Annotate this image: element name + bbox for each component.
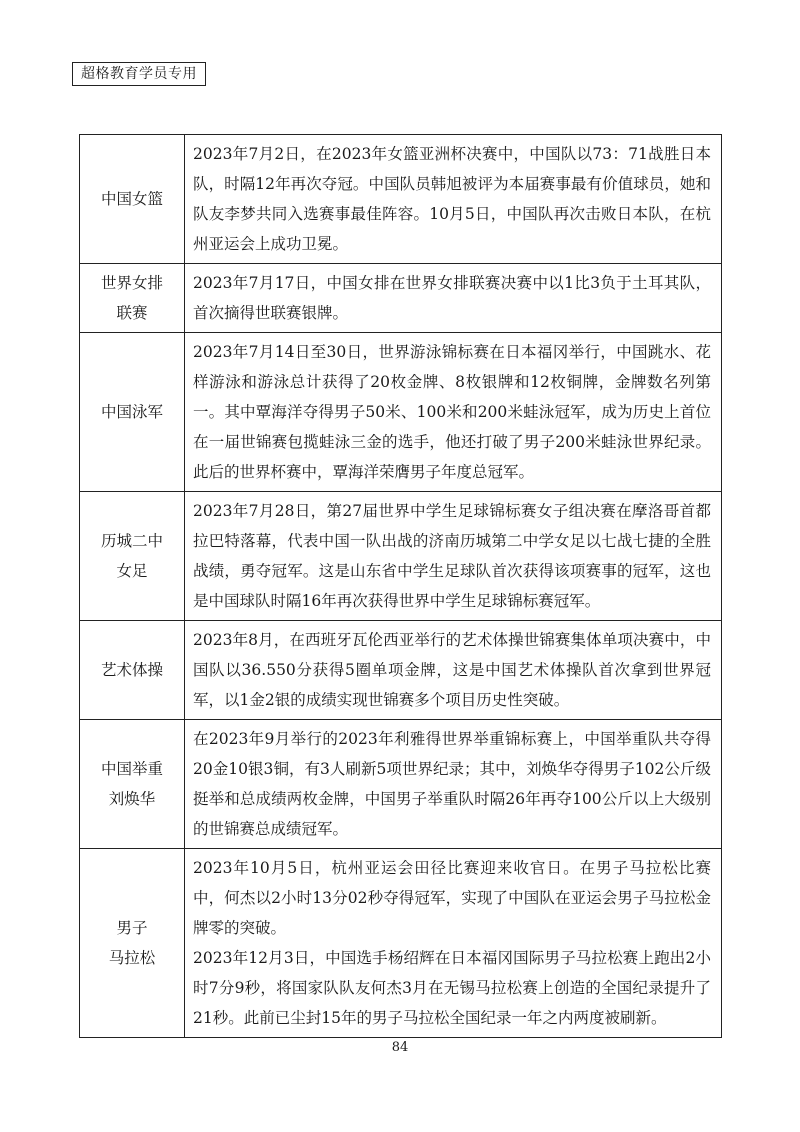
category-label: 马拉松	[108, 949, 156, 967]
category-label: 女足	[116, 562, 148, 580]
description-paragraph: 2023年7月28日，第27届世界中学生足球锦标赛女子组决赛在摩洛哥首都拉巴特落幕，代表中国一队出战的济南历城第二中学女足以七战七捷的全胜战绩，勇夺冠军。这是山东省中学生足球队首次获得该项赛事的冠军，这也是中国球队时隔16年再次获得世界中学生足球锦标赛冠军。	[193, 502, 711, 610]
category-label: 中国举重	[100, 760, 163, 778]
table-row	[80, 333, 722, 492]
table-row	[80, 720, 722, 849]
category-cell	[80, 264, 185, 333]
sports-achievements-table	[79, 134, 722, 1038]
category-label: 刘焕华	[108, 790, 156, 808]
table-row	[80, 264, 722, 333]
category-cell	[80, 621, 185, 720]
description-paragraph: 2023年7月17日，中国女排在世界女排联赛决赛中以1比3负于土耳其队，首次摘得世联赛银牌。	[193, 274, 711, 322]
table-row	[80, 135, 722, 264]
category-label: 艺术体操	[100, 661, 163, 679]
category-cell	[80, 720, 185, 849]
table-body	[80, 135, 722, 1038]
table-row	[80, 492, 722, 621]
description-cell	[185, 492, 722, 621]
category-label: 中国泳军	[100, 403, 163, 421]
category-label: 联赛	[116, 304, 148, 322]
category-label: 世界女排	[100, 274, 163, 292]
category-cell	[80, 333, 185, 492]
description-cell	[185, 720, 722, 849]
description-cell	[185, 849, 722, 1038]
category-label: 中国女篮	[100, 190, 163, 208]
description-paragraph: 2023年12月3日，中国选手杨绍辉在日本福冈国际男子马拉松赛上跑出2小时7分9秒，将国家队队友何杰3月在无锡马拉松赛上创造的全国纪录提升了21秒。此前已尘封15年的男子马拉松全国纪录一年之内两度被刷新。	[193, 949, 711, 1027]
category-cell	[80, 492, 185, 621]
description-cell	[185, 333, 722, 492]
description-cell	[185, 135, 722, 264]
description-paragraph: 2023年7月14日至30日，世界游泳锦标赛在日本福冈举行，中国跳水、花样游泳和游泳总计获得了20枚金牌、8枚银牌和12枚铜牌，金牌数名列第一。其中覃海洋夺得男子50米、100米和200米蛙泳冠军，成为历史上首位在一届世锦赛包揽蛙泳三金的选手，他还打破了男子200米蛙泳世界纪录。此后的世界杯赛中，覃海洋荣膺男子年度总冠军。	[193, 343, 711, 481]
category-label: 历城二中	[100, 532, 163, 550]
category-label: 男子	[116, 919, 148, 937]
document-header-tag: 超格教育学员专用	[72, 62, 206, 86]
page-number: 84	[391, 1040, 409, 1055]
description-paragraph: 2023年10月5日，杭州亚运会田径比赛迎来收官日。在男子马拉松比赛中，何杰以2小时13分02秒夺得冠军，实现了中国队在亚运会男子马拉松金牌零的突破。	[193, 859, 711, 937]
category-cell	[80, 135, 185, 264]
table-row	[80, 621, 722, 720]
description-cell	[185, 264, 722, 333]
description-paragraph: 2023年7月2日，在2023年女篮亚洲杯决赛中，中国队以73：71战胜日本队，时隔12年再次夺冠。中国队员韩旭被评为本届赛事最有价值球员，她和队友李梦共同入选赛事最佳阵容。10月5日，中国队再次击败日本队，在杭州亚运会上成功卫冕。	[193, 145, 711, 253]
description-cell	[185, 621, 722, 720]
description-paragraph: 在2023年9月举行的2023年利雅得世界举重锦标赛上，中国举重队共夺得20金10银3铜，有3人刷新5项世界纪录；其中，刘焕华夺得男子102公斤级挺举和总成绩两枚金牌，中国男子举重队时隔26年再夺100公斤以上大级别的世锦赛总成绩冠军。	[193, 730, 711, 838]
table-row	[80, 849, 722, 1038]
description-paragraph: 2023年8月，在西班牙瓦伦西亚举行的艺术体操世锦赛集体单项决赛中，中国队以36.550分获得5圈单项金牌，这是中国艺术体操队首次拿到世界冠军，以1金2银的成绩实现世锦赛多个项目历史性突破。	[193, 631, 711, 709]
category-cell	[80, 849, 185, 1038]
